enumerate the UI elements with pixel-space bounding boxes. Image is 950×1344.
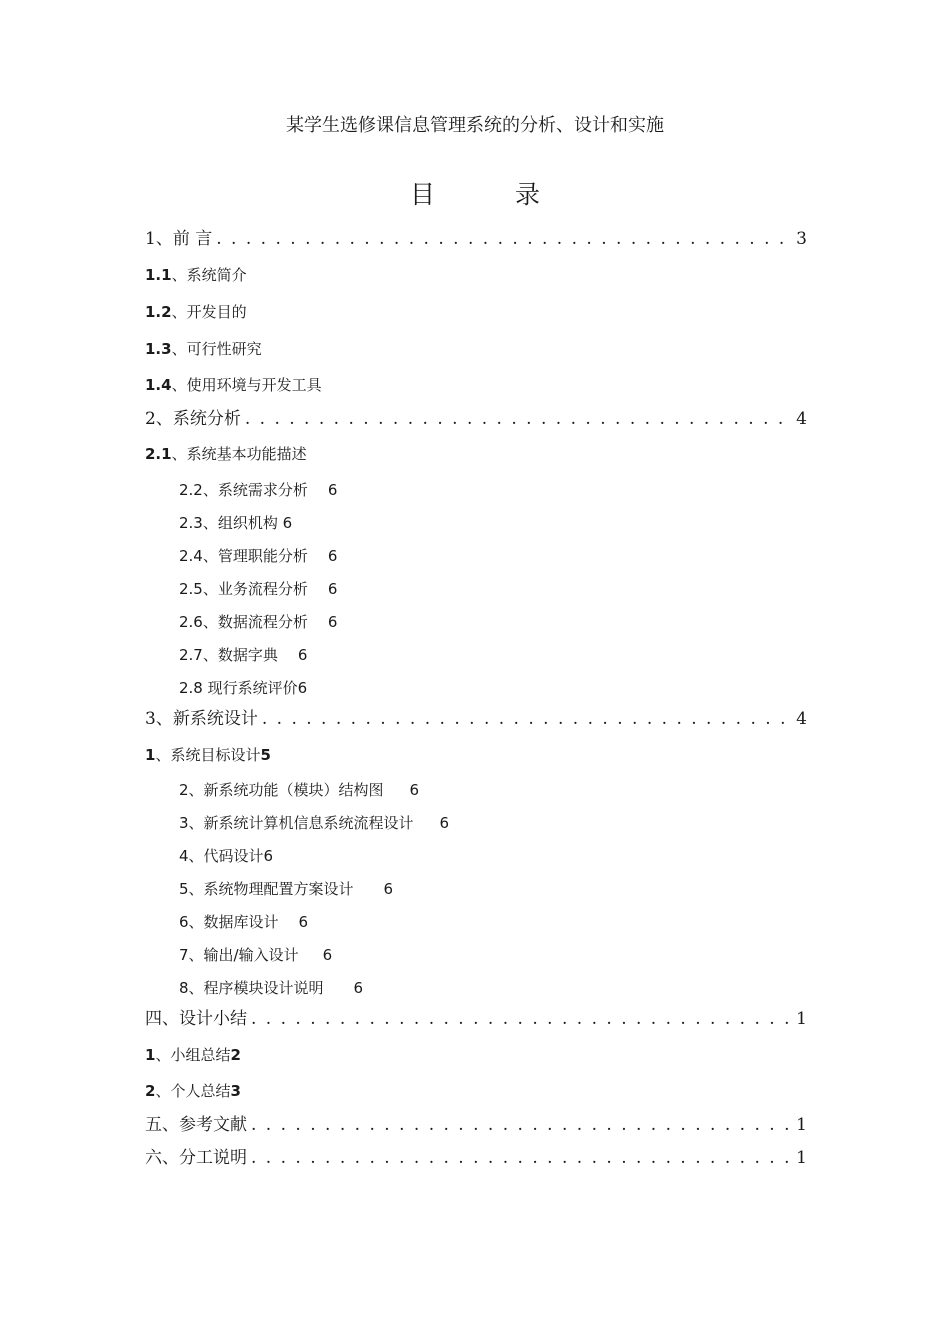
toc-page-number: 6: [327, 580, 338, 598]
toc-entry-label: 6、数据库设计: [179, 913, 279, 931]
document-title: 某学生选修课信息管理系统的分析、设计和实施: [286, 115, 664, 136]
toc-entry-label: 五、参考文献: [145, 1115, 247, 1135]
dot-leader: [251, 1114, 788, 1136]
toc-page-number: 6: [322, 946, 333, 964]
toc-entry-number: 1.1: [145, 266, 172, 284]
toc-entry-label: 2.3、组织机构: [179, 514, 278, 532]
toc-entry-label: 3、新系统计算机信息系统流程设计: [179, 814, 414, 832]
toc-entry-label: 、系统基本功能描述: [171, 445, 307, 463]
toc-entry-label: 、小组总结: [155, 1046, 231, 1064]
dot-leader: [245, 408, 788, 430]
toc-entry-basic-functions[interactable]: [145, 443, 307, 465]
toc-entry-data-dictionary[interactable]: [179, 644, 307, 666]
toc-entry-label: 3、新系统设计: [145, 709, 258, 729]
toc-entry-program-modules[interactable]: [179, 977, 363, 999]
dot-leader: [262, 708, 788, 730]
toc-page-number: 6: [297, 646, 308, 664]
toc-page-number: 1: [796, 1115, 807, 1135]
toc-page-number: 1: [796, 1009, 807, 1029]
toc-entry-group-summary[interactable]: [145, 1044, 241, 1066]
toc-page-number: 6: [327, 547, 338, 565]
toc-entry-label: 2.6、数据流程分析: [179, 613, 308, 631]
toc-page-number: 6: [327, 613, 338, 631]
toc-entry-label: 2.2、系统需求分析: [179, 481, 308, 499]
dot-leader: [251, 1008, 788, 1030]
toc-page-number: 2: [230, 1046, 241, 1064]
toc-entry-io-design[interactable]: [179, 944, 332, 966]
toc-entry-number: 2: [145, 1082, 156, 1100]
toc-entry-design-summary[interactable]: [145, 1008, 807, 1030]
toc-entry-flow-design[interactable]: [179, 812, 449, 834]
toc-page-number: 6: [353, 979, 364, 997]
dot-leader: [216, 228, 788, 250]
toc-entry-number: 1.4: [145, 376, 172, 394]
toc-entry-number: 2.1: [145, 445, 172, 463]
toc-entry-label: 、开发目的: [171, 303, 247, 321]
toc-entry-goal-design[interactable]: [145, 744, 271, 766]
toc-entry-label: 、个人总结: [155, 1082, 231, 1100]
toc-entry-requirements[interactable]: [179, 479, 337, 501]
toc-entry-dev-purpose[interactable]: [145, 301, 247, 323]
toc-entry-database-design[interactable]: [179, 911, 308, 933]
toc-page-number: 6: [282, 514, 293, 532]
toc-entry-division-of-work[interactable]: [145, 1147, 807, 1169]
toc-page-number: 6: [383, 880, 394, 898]
toc-entry-module-structure[interactable]: [179, 779, 419, 801]
toc-entry-system-analysis[interactable]: [145, 408, 807, 430]
toc-entry-label: 2.8 现行系统评价: [179, 679, 298, 697]
toc-entry-label: 2.5、业务流程分析: [179, 580, 308, 598]
toc-entry-label: 7、输出/输入设计: [179, 946, 299, 964]
toc-entry-code-design[interactable]: [179, 845, 273, 867]
toc-entry-organization[interactable]: [179, 512, 292, 534]
toc-entry-label: 、使用环境与开发工具: [171, 376, 322, 394]
toc-entry-label: 2.4、管理职能分析: [179, 547, 308, 565]
toc-entry-label: 2、新系统功能（模块）结构图: [179, 781, 384, 799]
toc-page-number: 4: [796, 709, 807, 729]
toc-entry-label: 2.7、数据字典: [179, 646, 278, 664]
toc-entry-management-functions[interactable]: [179, 545, 337, 567]
toc-entry-feasibility[interactable]: [145, 338, 262, 360]
toc-page-number: 6: [298, 913, 309, 931]
toc-entry-system-evaluation[interactable]: [179, 677, 307, 699]
toc-heading: 目 录: [410, 180, 576, 209]
toc-page-number: 6: [327, 481, 338, 499]
toc-page-number: 5: [260, 746, 271, 764]
toc-page-number: 3: [230, 1082, 241, 1100]
toc-entry-label: 、可行性研究: [171, 340, 262, 358]
toc-entry-label: 四、设计小结: [145, 1009, 247, 1029]
toc-entry-label: 8、程序模块设计说明: [179, 979, 324, 997]
toc-page-number: 6: [297, 679, 308, 697]
toc-entry-new-system-design[interactable]: [145, 708, 807, 730]
toc-entry-label: 5、系统物理配置方案设计: [179, 880, 354, 898]
toc-entry-personal-summary[interactable]: [145, 1080, 241, 1102]
toc-entry-number: 1.2: [145, 303, 172, 321]
toc-entry-label: 、系统目标设计: [155, 746, 261, 764]
toc-page-number: 3: [796, 229, 807, 249]
toc-entry-label: 六、分工说明: [145, 1148, 247, 1168]
toc-entry-references[interactable]: [145, 1114, 807, 1136]
toc-entry-label: 4、代码设计: [179, 847, 264, 865]
toc-entry-number: 1: [145, 746, 156, 764]
toc-entry-physical-config[interactable]: [179, 878, 393, 900]
toc-entry-label: 、系统简介: [171, 266, 247, 284]
toc-entry-number: 1.3: [145, 340, 172, 358]
toc-entry-system-intro[interactable]: [145, 264, 247, 286]
toc-page-number: 4: [796, 409, 807, 429]
toc-entry-number: 1: [145, 1046, 156, 1064]
toc-entry-environment[interactable]: [145, 374, 322, 396]
toc-page-number: 1: [796, 1148, 807, 1168]
toc-entry-preface[interactable]: [145, 228, 807, 250]
dot-leader: [251, 1147, 788, 1169]
toc-page-number: 6: [263, 847, 274, 865]
toc-page-number: 6: [439, 814, 450, 832]
toc-page-number: 6: [409, 781, 420, 799]
toc-entry-data-flow[interactable]: [179, 611, 337, 633]
toc-entry-business-flow[interactable]: [179, 578, 337, 600]
toc-entry-label: 2、系统分析: [145, 409, 241, 429]
toc-entry-label: 1、前 言: [145, 229, 213, 249]
